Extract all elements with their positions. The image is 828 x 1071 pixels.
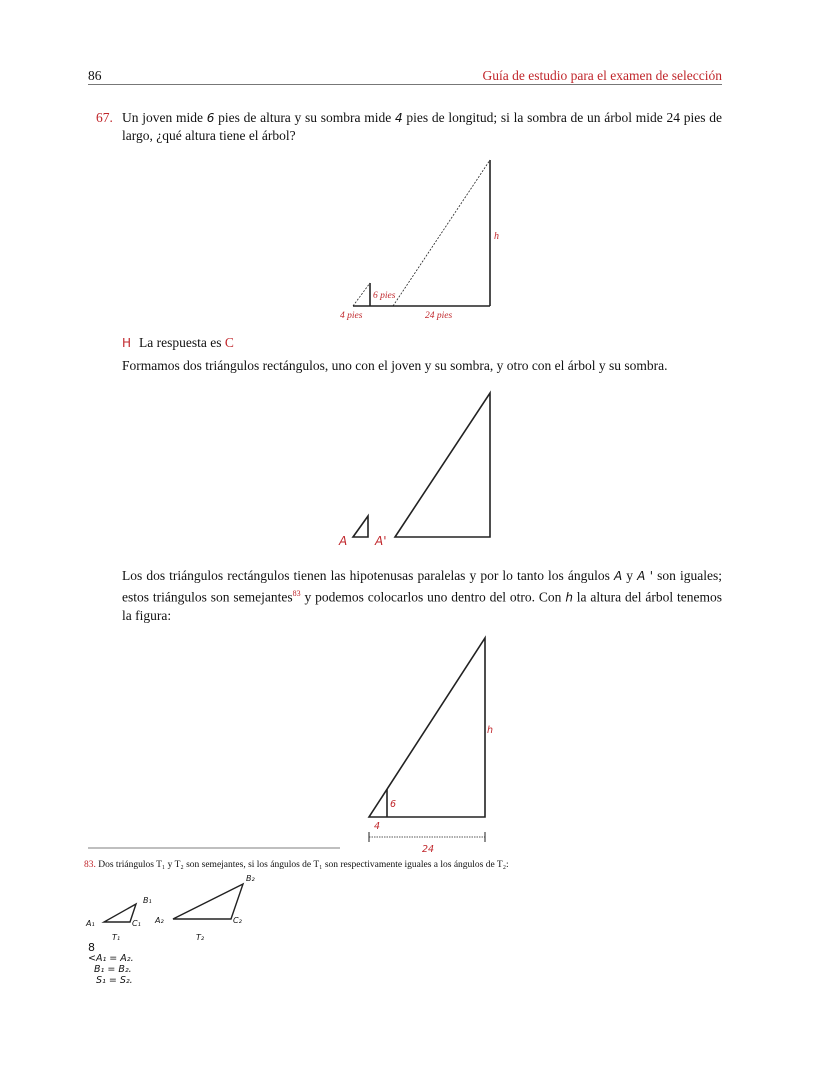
figure-3 (369, 638, 493, 855)
label-t1: T₁ (112, 933, 121, 942)
label-a-prime: A' (375, 534, 387, 548)
footnote-symbol: 8 (88, 941, 95, 954)
paragraph-1: Formamos dos triángulos rectángulos, uno con el joven y su sombra, y otro con el árbol y su sombra. (122, 358, 668, 373)
label-b2: B₂ (246, 874, 255, 883)
answer-choice: C (224, 335, 234, 350)
large-triangle (395, 393, 490, 537)
label-6: 6 (390, 799, 397, 810)
tree-shadow-ray (393, 160, 490, 306)
equation-1: <A₁ = A₂. (88, 953, 134, 964)
footnote-equations (88, 953, 134, 986)
label-6-pies: 6 pies (373, 291, 396, 301)
label-b1: B₁ (143, 896, 152, 905)
problem-text: Un joven mide (122, 110, 207, 125)
running-header-title: Guía de estudio para el examen de selección (482, 68, 722, 83)
label-t2: T₂ (196, 933, 205, 942)
answer-marker: H (122, 336, 132, 350)
footnote-figure (85, 874, 255, 942)
label-4: 4 (374, 821, 381, 832)
text: Los dos triángulos rectángulos tienen las hipotenusas paralelas y por lo tanto los ángulos (122, 568, 614, 583)
equation-2: B₁ = B₂. (94, 964, 132, 975)
angle-a: A (613, 569, 623, 583)
person-shadow-ray (353, 283, 370, 306)
label-c2: C₂ (233, 916, 242, 925)
height-value: 6 (206, 111, 215, 125)
footnote-83 (84, 860, 724, 870)
label-c1: C₁ (132, 919, 141, 928)
shadow-value: 4 (395, 111, 403, 125)
h-variable: h (565, 590, 573, 605)
footnote-ref[interactable]: 83 (292, 589, 301, 598)
footnote-text: Dos triángulos T₁ y T₂ son semejantes, si los ángulos de T₁ son respectivamente iguales a los ángulos de T₂: (98, 860, 509, 870)
page-number: 86 (88, 68, 102, 83)
problem-text: pies de longitud; si la sombra de un árbol mide 24 pies de largo, ¿qué altura tiene el árbol? (122, 110, 722, 143)
label-h: h (494, 231, 499, 242)
problem-text: pies de altura y su sombra mide (214, 110, 395, 125)
text: y podemos colocarlos uno dentro del otro. Con (300, 589, 566, 605)
label-a: A (339, 534, 348, 548)
triangle-t2 (173, 884, 243, 919)
footnote-number: 83. (84, 860, 96, 870)
small-triangle (353, 516, 368, 537)
answer-text: La respuesta es (139, 335, 225, 350)
label-a1: A₁ (86, 919, 95, 928)
text: y (622, 568, 638, 583)
text: son iguales; estos triángulos son semejantes (122, 568, 723, 605)
figure-2 (338, 393, 490, 548)
equation-3: S₁ = S₂. (96, 975, 133, 986)
label-4-pies: 4 pies (340, 311, 363, 321)
text: la altura del árbol tenemos la figura: (122, 589, 722, 623)
label-24: 24 (422, 844, 435, 855)
angle-a-prime: A ' (637, 569, 654, 583)
figure-1 (340, 160, 499, 321)
label-a2: A₂ (155, 916, 164, 925)
problem-number: 67. (96, 110, 113, 125)
label-h: h (487, 725, 494, 736)
label-24-pies: 24 pies (425, 311, 453, 321)
